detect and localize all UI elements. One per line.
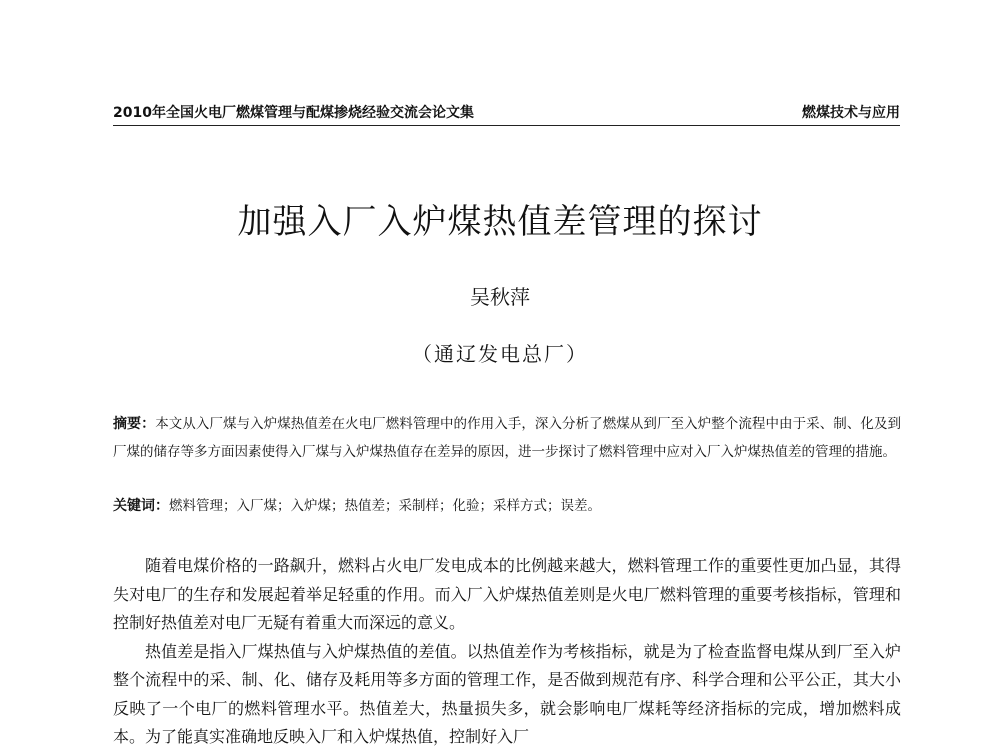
abstract-text: 本文从入厂煤与入炉煤热值差在火电厂燃料管理中的作用入手，深入分析了燃煤从到厂至入炉整个流程中由于采、制、化及到厂煤的储存等多方面因素使得入厂煤与入炉煤热值存在差异的原因，进一步探讨了燃料管理中应对入厂入炉煤热值差的管理的措施。 (113, 416, 902, 460)
keywords-label: 关键词： (113, 498, 169, 514)
abstract-label: 摘要： (113, 416, 156, 432)
proceedings-title: 2010年全国火电厂燃煤管理与配煤掺烧经验交流会论文集 (113, 105, 474, 121)
running-header (113, 103, 900, 126)
paper-title: 加强入厂入炉煤热值差管理的探讨 (237, 202, 763, 242)
author-name: 吴秋萍 (470, 285, 530, 309)
author-affiliation: （通辽发电总厂） (412, 342, 588, 366)
section-name: 燃煤技术与应用 (802, 105, 900, 121)
abstract (113, 410, 901, 466)
body-paragraph: 热值差是指入厂煤热值与入炉煤热值的差值。以热值差作为考核指标，就是为了检查监督电煤从到厂至入炉整个流程中的采、制、化、储存及耗用等多方面的管理工作，是否做到规范有序、科学合理和公平公正，其大小反映了一个电厂的燃料管理水平。热值差大，热量损失多，就会影响电厂煤耗等经济指标的完成，增加燃料成本。为了能真实准确地反映入厂和入炉煤热值，控制好入厂 (113, 641, 901, 746)
keywords (113, 493, 901, 519)
keywords-text: 燃料管理；入厂煤；入炉煤；热值差；采制样；化验；采样方式；误差。 (169, 498, 601, 514)
body-paragraph: 随着电煤价格的一路飙升，燃料占火电厂发电成本的比例越来越大，燃料管理工作的重要性更加凸显，其得失对电厂的生存和发展起着举足轻重的作用。而入厂入炉煤热值差则是火电厂燃料管理的重要考核指标，管理和控制好热值差对电厂无疑有着重大而深远的意义。 (113, 556, 901, 632)
body-text (113, 552, 901, 752)
